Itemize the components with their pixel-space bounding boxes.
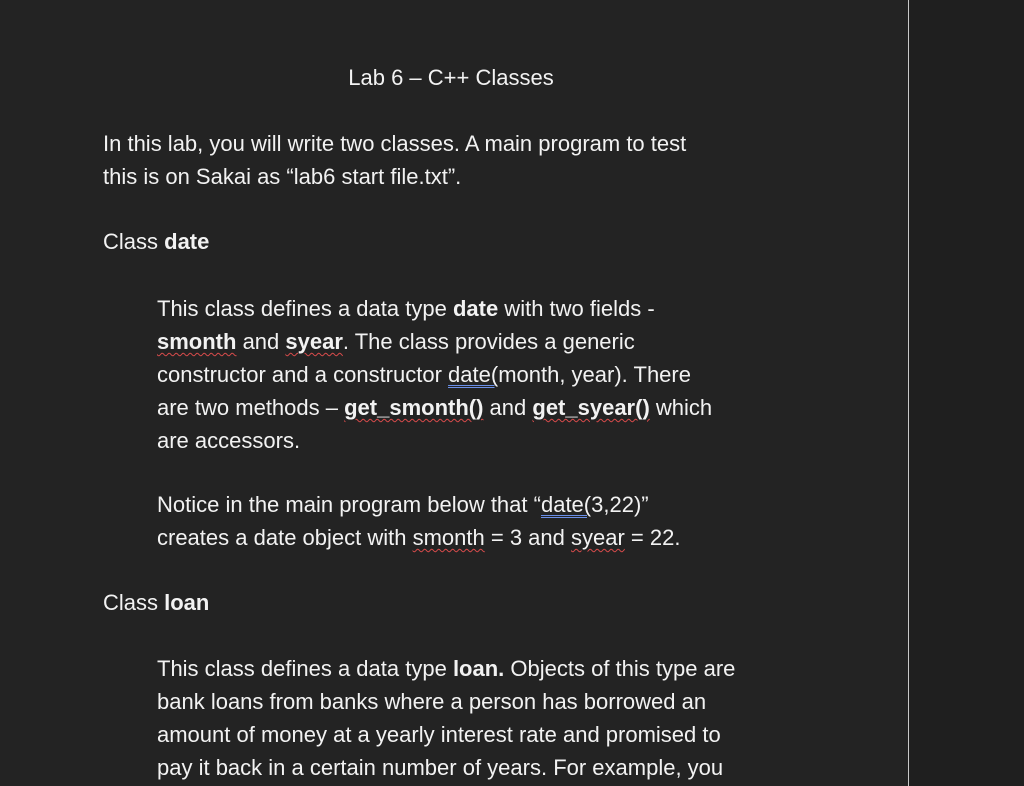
window-margin-area bbox=[909, 0, 1024, 786]
text-run: are two methods – bbox=[157, 395, 345, 420]
bold-term: loan. bbox=[452, 656, 505, 681]
text-run: This class defines a data type bbox=[157, 656, 453, 681]
text-run: constructor and a constructor bbox=[157, 362, 449, 387]
text-run: with two fields - bbox=[498, 296, 655, 321]
bold-term-misspelled[interactable]: syear bbox=[285, 329, 343, 354]
text-run: and bbox=[483, 395, 533, 420]
text-run: = 3 and bbox=[484, 525, 571, 550]
paragraph-line: are accessors. bbox=[157, 428, 301, 453]
loan-description-paragraph bbox=[157, 652, 857, 784]
bold-term: date bbox=[452, 296, 499, 321]
intro-line: In this lab, you will write two classes. A main program to test bbox=[103, 131, 687, 156]
paragraph-line bbox=[157, 488, 857, 521]
grammar-flagged-term[interactable]: date( bbox=[540, 492, 592, 517]
date-example-paragraph bbox=[157, 488, 857, 554]
paragraph-line bbox=[157, 325, 857, 358]
text-run: creates a date object with bbox=[157, 525, 413, 550]
paragraph-line bbox=[157, 652, 857, 685]
text-run: which bbox=[649, 395, 713, 420]
text-run: month, year). There bbox=[498, 362, 691, 387]
bold-method-misspelled[interactable]: get_syear() bbox=[532, 395, 650, 420]
intro-line: this is on Sakai as “lab6 start file.txt”. bbox=[103, 164, 462, 189]
text-run: 3,22)” bbox=[591, 492, 649, 517]
bold-method-misspelled[interactable]: get_smonth() bbox=[344, 395, 484, 420]
heading-class-name: date bbox=[164, 229, 210, 254]
misspelled-term[interactable]: smonth bbox=[412, 525, 485, 550]
text-run: Objects of this type are bbox=[504, 656, 736, 681]
paragraph-line bbox=[157, 292, 857, 325]
date-description-paragraph bbox=[157, 292, 857, 457]
bold-term-misspelled[interactable]: smonth bbox=[157, 329, 237, 354]
text-run: and bbox=[236, 329, 286, 354]
paragraph-line: pay it back in a certain number of years. For example, you bbox=[157, 755, 724, 780]
text-run: = 22. bbox=[624, 525, 681, 550]
intro-paragraph bbox=[103, 127, 863, 193]
text-run: . The class provides a generic bbox=[342, 329, 635, 354]
paragraph-line: bank loans from banks where a person has borrowed an bbox=[157, 689, 707, 714]
heading-prefix: Class bbox=[103, 590, 165, 615]
text-run: This class defines a data type bbox=[157, 296, 453, 321]
heading-prefix: Class bbox=[103, 229, 165, 254]
misspelled-term[interactable]: syear bbox=[571, 525, 625, 550]
paragraph-line bbox=[157, 391, 857, 424]
grammar-flagged-term[interactable]: date( bbox=[448, 362, 499, 387]
paragraph-line: amount of money at a yearly interest rate and promised to bbox=[157, 722, 721, 747]
text-run: Notice in the main program below that “ bbox=[157, 492, 541, 517]
paragraph-line bbox=[157, 358, 857, 391]
document-title: Lab 6 – C++ Classes bbox=[348, 65, 554, 90]
paragraph-line bbox=[157, 521, 857, 554]
class-date-heading bbox=[103, 226, 209, 258]
heading-class-name: loan bbox=[164, 590, 210, 615]
class-loan-heading bbox=[103, 587, 209, 619]
